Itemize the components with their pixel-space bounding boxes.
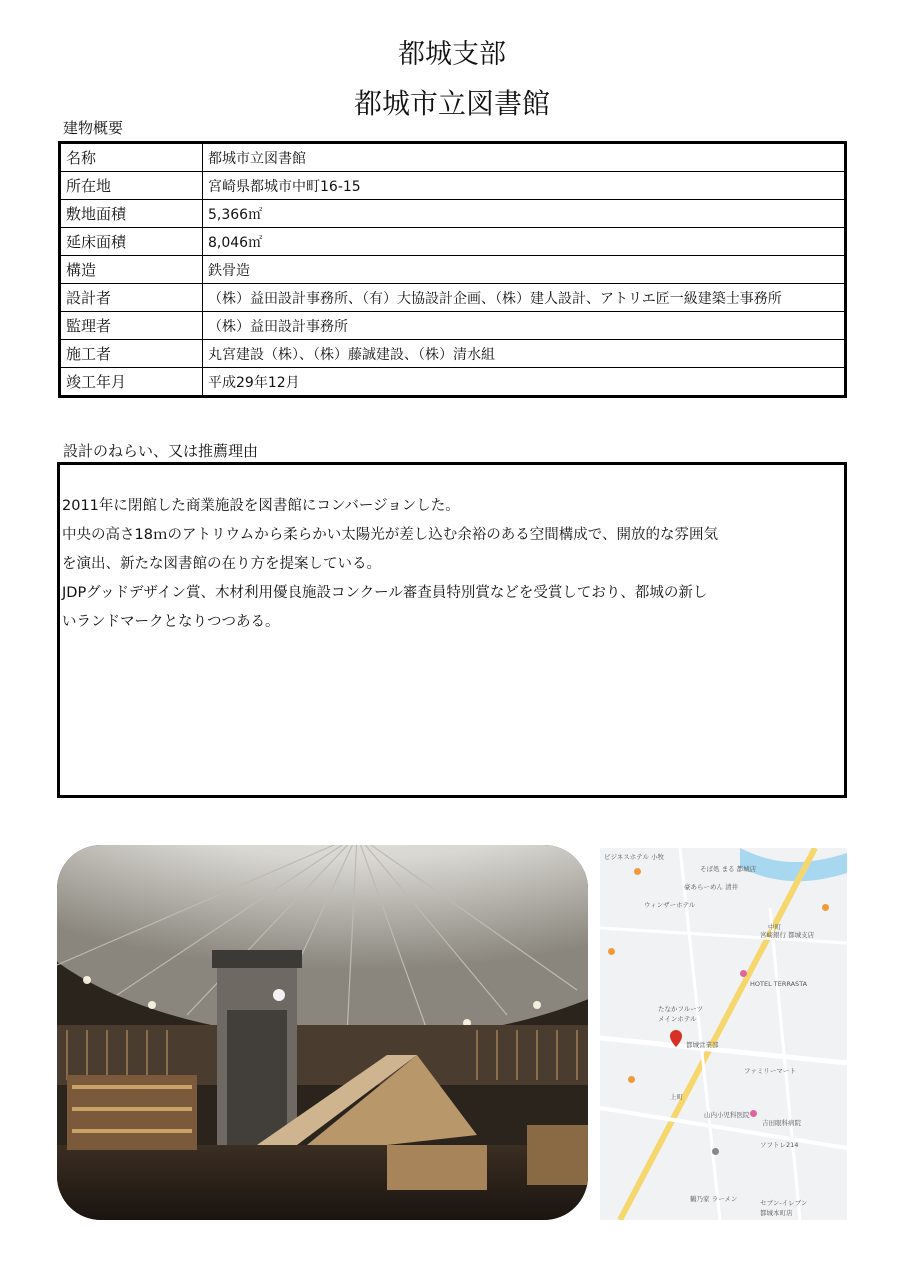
row-key: 延床面積 — [60, 228, 203, 256]
row-value: 8,046㎡ — [203, 228, 846, 256]
hospital-pin-icon[interactable] — [750, 1110, 757, 1117]
row-value: 平成29年12月 — [203, 368, 846, 397]
map-label: セブン-イレブン — [760, 1199, 808, 1207]
map-label: 豪あらーめん 清井 — [684, 883, 739, 891]
row-key: 名称 — [60, 143, 203, 172]
map-label: HOTEL TERRASTA — [750, 980, 808, 988]
map-label: 山内小児科医院 — [704, 1111, 750, 1119]
map-label: 宮崎銀行 都城支店 — [760, 931, 815, 939]
row-value: 都城市立図書館 — [203, 143, 846, 172]
row-value: 宮崎県都城市中町16-15 — [203, 172, 846, 200]
reason-line: いランドマークとなりつつある。 — [62, 614, 280, 630]
map-label: ファミリーマート — [744, 1067, 796, 1075]
row-value: 鉄骨造 — [203, 256, 846, 284]
shop-pin-icon[interactable] — [712, 1148, 719, 1155]
table-row — [60, 368, 846, 397]
table-row — [60, 312, 846, 340]
map-label: そば処 まる 都城店 — [700, 865, 757, 873]
table-row — [60, 340, 846, 368]
reason-line: 2011年に閉館した商業施設を図書館にコンバージョンした。 — [62, 498, 460, 514]
reason-line: を演出、新たな図書館の在り方を提案している。 — [62, 556, 381, 572]
overview-label: 建物概要 — [63, 119, 124, 137]
table-row — [60, 228, 846, 256]
reason-line: 中央の高さ18ｍのアトリウムから柔らかい太陽光が差し込む余裕のある空間構成で、開放的な雰囲気 — [62, 527, 719, 543]
restaurant-pin-icon[interactable] — [608, 948, 615, 955]
table-row — [60, 172, 846, 200]
map-label: 吉田眼科病院 — [762, 1119, 801, 1127]
row-value: （株）益田設計事務所 — [203, 312, 846, 340]
map-label: たなかフルーツ — [658, 1005, 703, 1013]
row-key: 敷地面積 — [60, 200, 203, 228]
reason-line: JDPグッドデザイン賞、木材利用優良施設コンクール審査員特別賞などを受賞しており、都城の新し — [62, 585, 708, 601]
row-value: 丸宮建設（株）、（株）藤誠建設、（株）清水組 — [203, 340, 846, 368]
library-atrium-photo — [57, 845, 588, 1220]
table-row — [60, 200, 846, 228]
row-key: 竣工年月 — [60, 368, 203, 397]
row-value: 5,366㎡ — [203, 200, 846, 228]
overview-table — [58, 141, 847, 398]
branch-name: 都城支部 — [398, 39, 506, 70]
map-label: 上町 — [670, 1093, 683, 1101]
row-key: 設計者 — [60, 284, 203, 312]
row-key: 所在地 — [60, 172, 203, 200]
map-label: 都城本町店 — [760, 1209, 793, 1217]
page-title: 都城市立図書館 — [353, 87, 550, 120]
row-key: 構造 — [60, 256, 203, 284]
restaurant-pin-icon[interactable] — [634, 868, 641, 875]
table-row — [60, 256, 846, 284]
location-map[interactable] — [600, 848, 847, 1220]
map-label: ソフトレ214 — [760, 1141, 799, 1149]
map-label: ウィンザーホテル — [644, 901, 696, 909]
restaurant-pin-icon[interactable] — [822, 904, 829, 911]
reason-label: 設計のねらい、又は推薦理由 — [63, 442, 259, 460]
hotel-pin-icon[interactable] — [740, 970, 747, 977]
map-label: ビジネスホテル 小牧 — [604, 853, 665, 861]
map-label: 中町 — [768, 923, 781, 931]
row-key: 施工者 — [60, 340, 203, 368]
atrium-illustration — [57, 845, 588, 1220]
restaurant-pin-icon[interactable] — [628, 1076, 635, 1083]
row-key: 監理者 — [60, 312, 203, 340]
reason-text — [62, 492, 822, 637]
map-label: 都城営業部 — [686, 1041, 719, 1049]
map-label: 鶴乃家 ラーメン — [690, 1195, 738, 1203]
table-row — [60, 143, 846, 172]
row-value: （株）益田設計事務所、（有）大協設計企画、（株）建人設計、アトリエ匠一級建築士事務所 — [203, 284, 846, 312]
table-row — [60, 284, 846, 312]
map-background — [600, 848, 847, 1220]
map-label: メインホテル — [658, 1015, 697, 1023]
